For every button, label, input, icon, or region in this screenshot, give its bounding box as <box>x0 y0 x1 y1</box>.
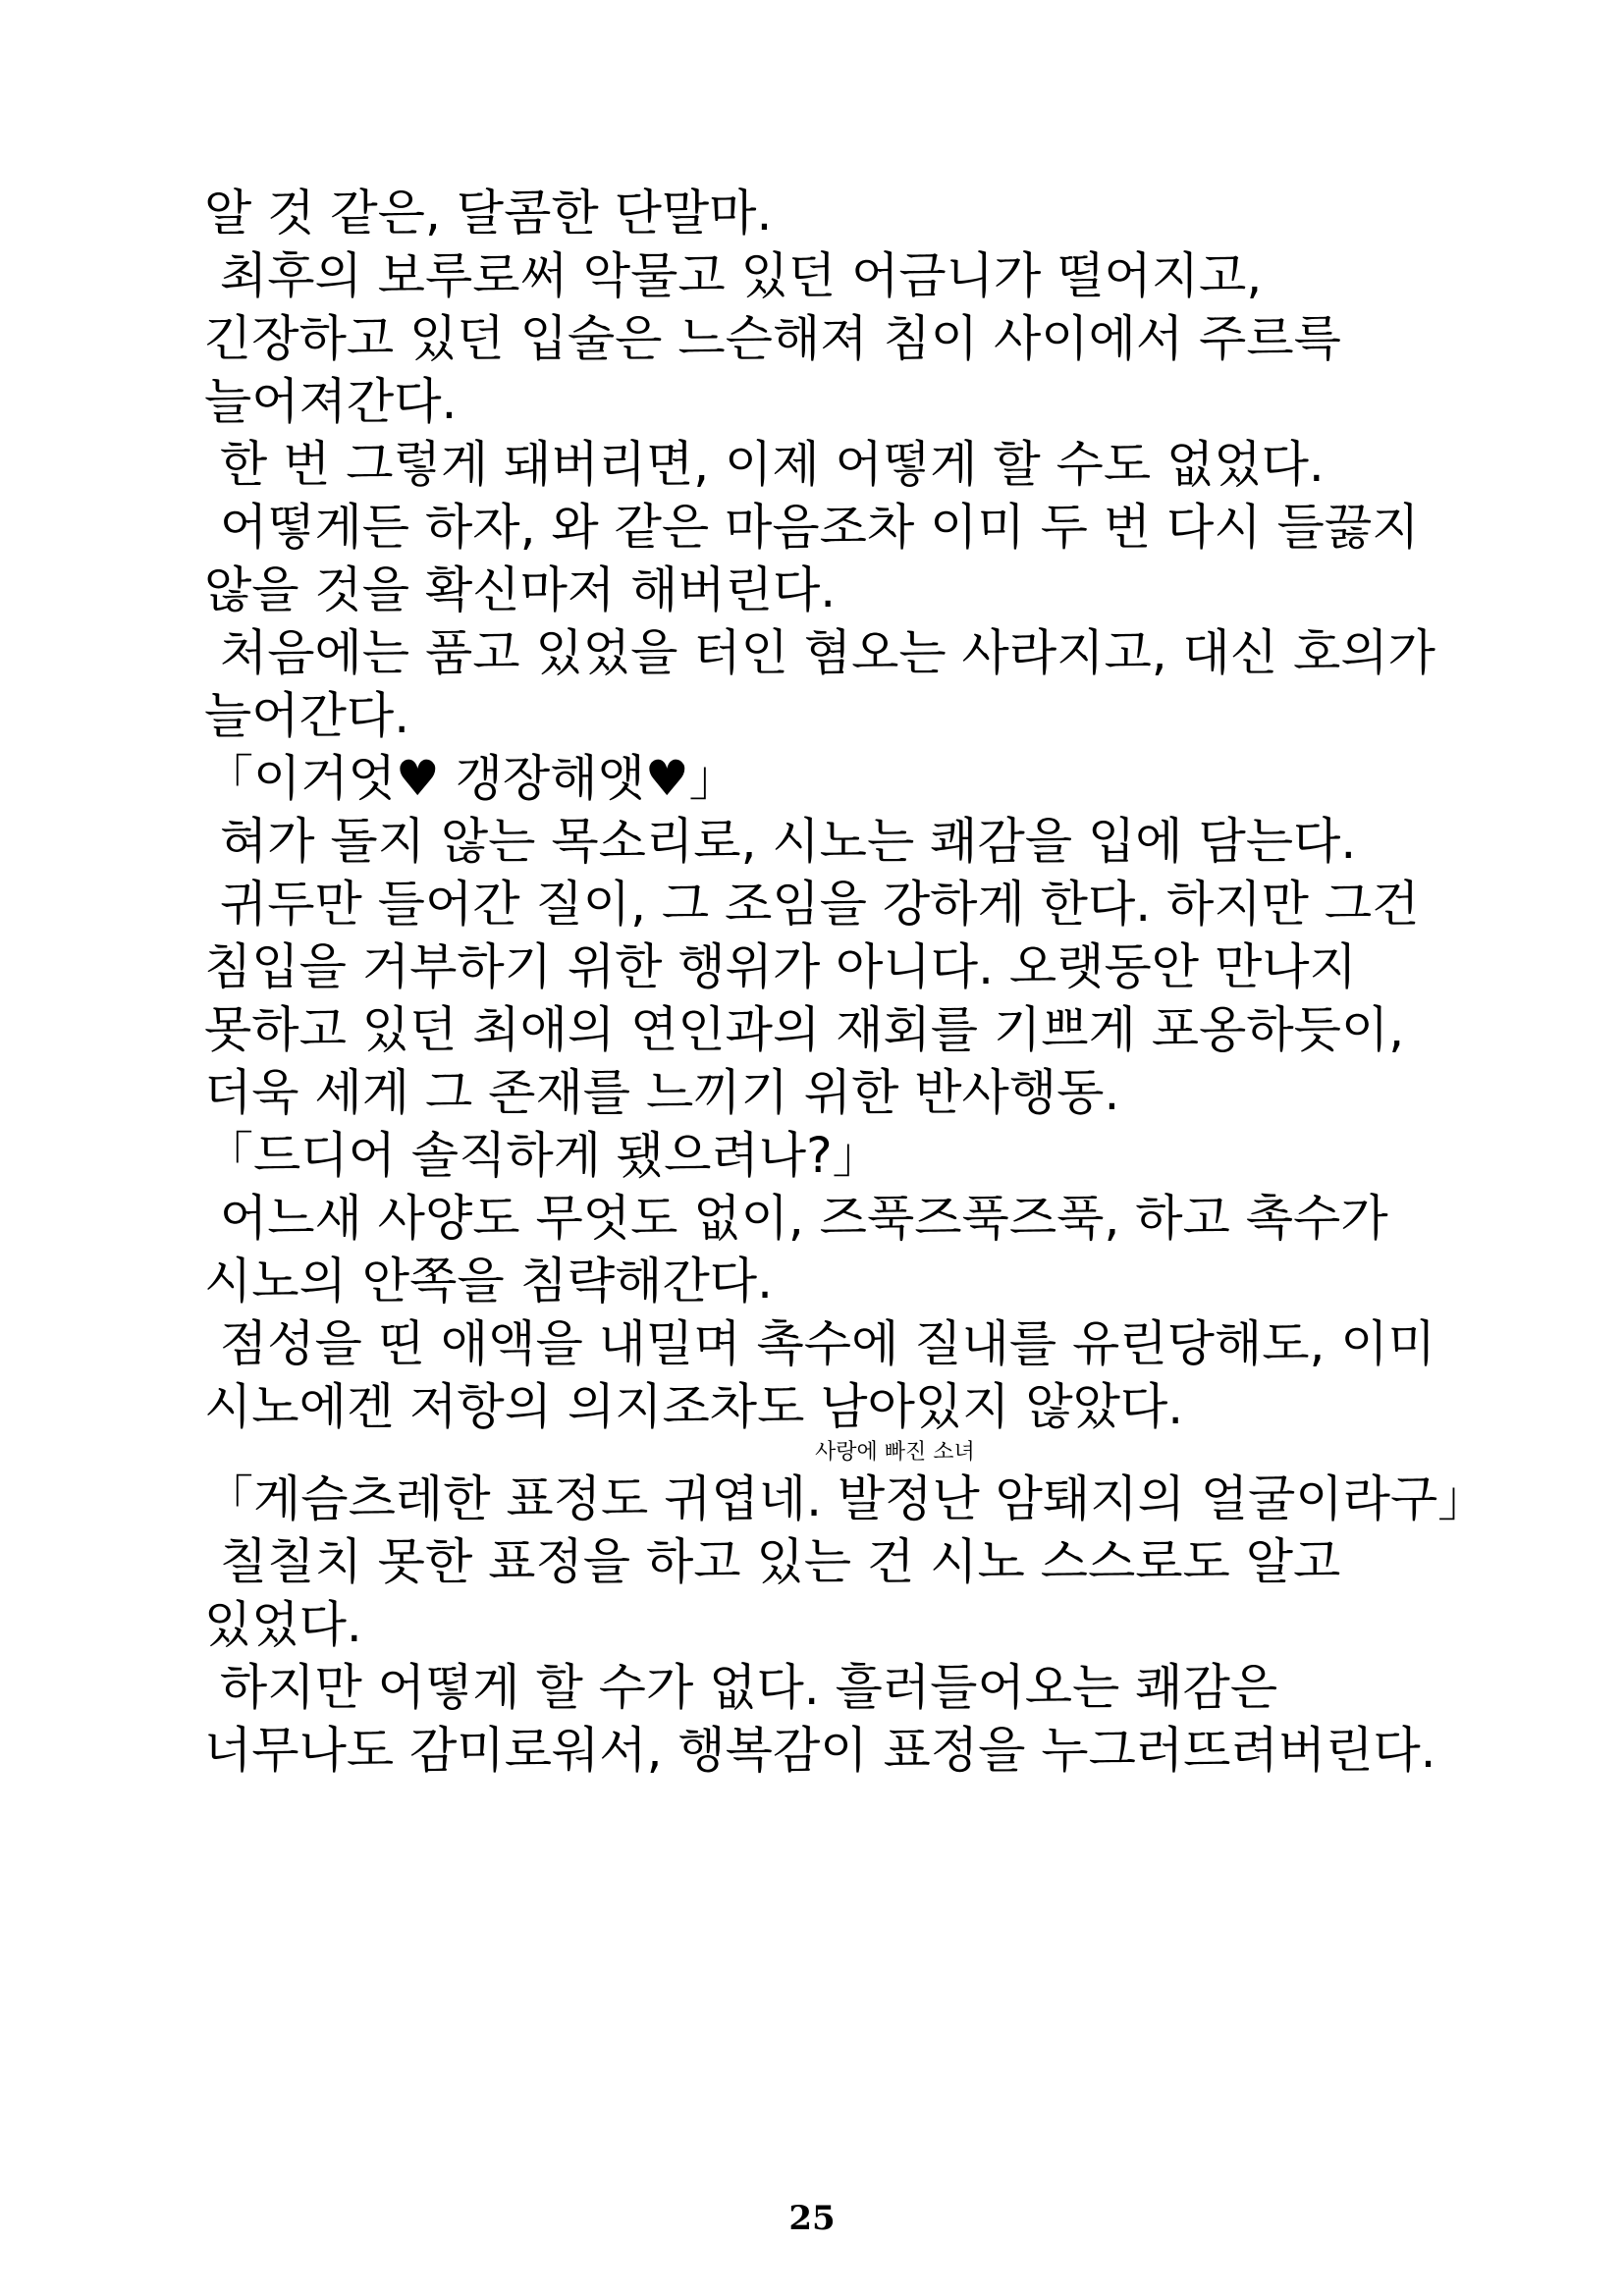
text-line: 처음에는 품고 있었을 터인 혐오는 사라지고, 대신 호의가 <box>204 624 1435 681</box>
text-line: 너무나도 감미로워서, 행복감이 표정을 누그러뜨려버린다. <box>204 1722 1436 1779</box>
text-line: 한 번 그렇게 돼버리면, 이제 어떻게 할 수도 없었다. <box>204 436 1325 493</box>
text-line: 혀가 돌지 않는 목소리로, 시노는 쾌감을 입에 담는다. <box>204 813 1357 870</box>
text-line: 어느새 사양도 무엇도 없이, 즈푹즈푹즈푹, 하고 촉수가 <box>204 1190 1388 1247</box>
dialogue-line: 「드디어 솔직하게 됐으려나?」 <box>204 1127 882 1184</box>
dialogue-line: 「게슴츠레한 표정도 귀엽네. 발정난 암퇘지의 얼굴이라구」 <box>204 1470 1488 1527</box>
text-line: 못하고 있던 최애의 연인과의 재회를 기쁘게 포옹하듯이, <box>204 1001 1405 1058</box>
text-line: 않을 것을 확신마저 해버린다. <box>204 561 837 618</box>
text-line: 침입을 거부하기 위한 행위가 아니다. 오랫동안 만나지 <box>204 938 1357 995</box>
page-text <box>204 182 1488 1782</box>
text-line: 시노에겐 저항의 의지조차도 남아있지 않았다. <box>204 1378 1184 1435</box>
text-line: 귀두만 들어간 질이, 그 조임을 강하게 한다. 하지만 그건 <box>204 876 1420 933</box>
text-line: 더욱 세게 그 존재를 느끼기 위한 반사행동. <box>204 1064 1120 1121</box>
text-line: 점성을 띤 애액을 내밀며 촉수에 질내를 유린당해도, 이미 <box>204 1315 1435 1372</box>
text-line: 늘어져간다. <box>204 373 458 430</box>
text-line: 있었다. <box>204 1596 362 1653</box>
text-line: 긴장하고 있던 입술은 느슨해져 침이 사이에서 주르륵 <box>204 310 1341 367</box>
text-line: 늘어간다. <box>204 687 410 744</box>
page-number: 25 <box>788 2199 836 2238</box>
text-line: 시노의 안쪽을 침략해간다. <box>204 1253 773 1309</box>
ruby-annotation: 사랑에 빠진 소녀 <box>815 1440 975 1465</box>
text-line: 알 것 같은, 달콤한 단말마. <box>204 185 773 241</box>
text-line: 어떻게든 하자, 와 같은 마음조차 이미 두 번 다시 들끓지 <box>204 499 1420 556</box>
text-line: 하지만 어떻게 할 수가 없다. 흘러들어오는 쾌감은 <box>204 1659 1278 1716</box>
text-line: 칠칠치 못한 표정을 하고 있는 건 시노 스스로도 알고 <box>204 1533 1341 1590</box>
text-line: 최후의 보루로써 악물고 있던 어금니가 떨어지고, <box>204 247 1263 304</box>
dialogue-line: 「이거엇♥ 갱장해앳♥」 <box>204 750 738 807</box>
